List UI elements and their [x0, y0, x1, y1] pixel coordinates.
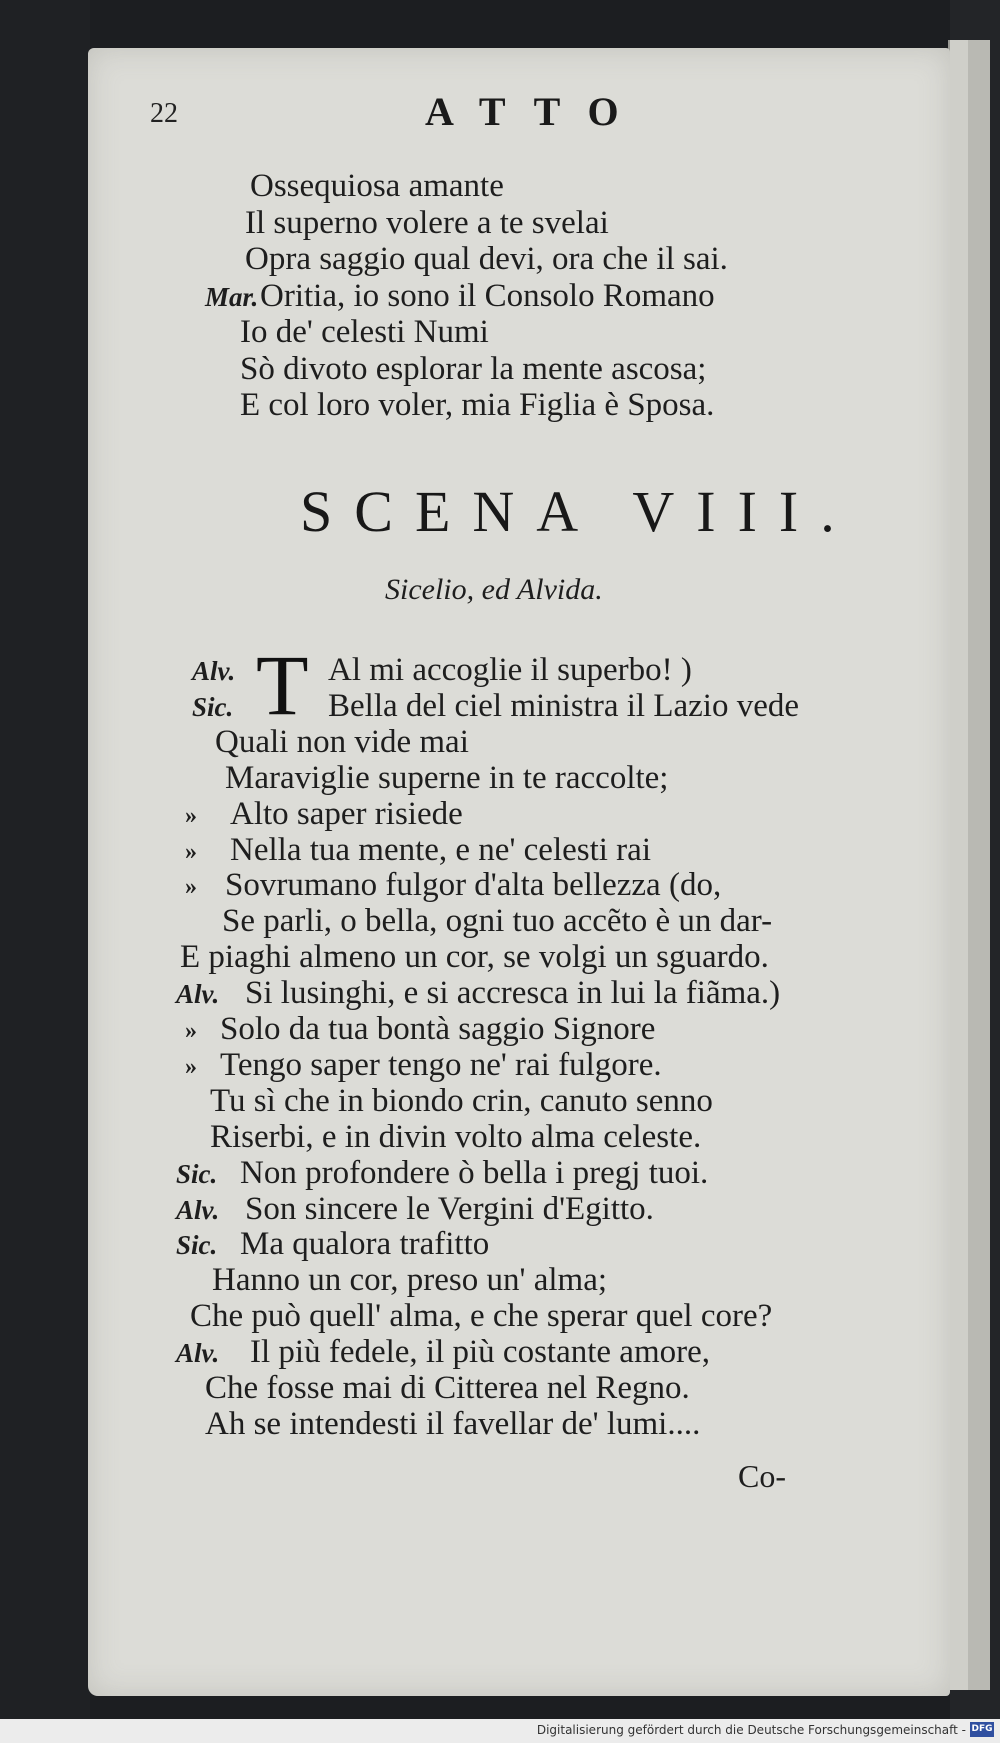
verse-line: Alto saper risiede [230, 795, 463, 832]
drop-cap: T [256, 637, 309, 733]
verse-line: Solo da tua bontà saggio Signore [220, 1011, 656, 1047]
verse-line: Si lusinghi, e si accresca in lui la fiãma.) [245, 975, 781, 1012]
catchword: Co- [738, 1458, 786, 1494]
verse-line: Sovrumano fulgor d'alta bellezza (do, [225, 867, 722, 904]
verse-line: E col loro voler, mia Figlia è Sposa. [240, 387, 715, 423]
verse-line: Opra saggio qual devi, ora che il sai. [245, 241, 728, 277]
speaker-label: Mar. [205, 281, 259, 312]
left-background [0, 0, 90, 1743]
verse-line: E piaghi almeno un cor, se volgi un sguardo. [180, 939, 769, 976]
speaker-label: Alv. [176, 1338, 220, 1369]
verse-line: Nella tua mente, e ne' celesti rai [230, 831, 651, 868]
verse-line: Son sincere le Vergini d'Egitto. [245, 1190, 654, 1227]
speaker-label: Alv. [192, 656, 236, 686]
verse-line: Ossequiosa amante [250, 168, 504, 204]
page-number: 22 [150, 98, 178, 129]
verse-line: Riserbi, e in divin volto alma celeste. [210, 1118, 702, 1155]
book-fore-edge [968, 40, 990, 1690]
running-title: ATTO [425, 89, 647, 134]
quote-mark: » [185, 1018, 197, 1044]
speaker-label: Sic. [192, 691, 234, 722]
verse-line: Che può quell' alma, e che sperar quel core? [190, 1298, 773, 1335]
quote-mark: » [185, 838, 197, 865]
verse-line: Se parli, o bella, ogni tuo accẽto è un dar- [222, 903, 773, 940]
verse-line: Bella del ciel ministra il Lazio vede [328, 687, 799, 724]
dfg-logo: DFG [970, 1722, 994, 1737]
verse-line: Ah se intendesti il favellar de' lumi.... [205, 1405, 701, 1442]
speaker-label: Alv. [176, 979, 220, 1010]
verse-line: Ma qualora trafitto [240, 1226, 490, 1263]
scene-characters: Sicelio, ed Alvida. [385, 573, 603, 606]
quote-mark: » [185, 1053, 197, 1080]
verse-line: Maraviglie superne in te raccolte; [225, 759, 669, 796]
verse-line: Al mi accoglie il superbo! ) [328, 652, 692, 688]
quote-mark: » [185, 802, 197, 829]
footer-credit: Digitalisierung gefördert durch die Deutsche Forschungsgemeinschaft - [536, 1723, 966, 1737]
speaker-label: Sic. [176, 1230, 218, 1261]
verse-line: Che fosse mai di Citterea nel Regno. [205, 1370, 690, 1406]
verse-line: Sò divoto esplorar la mente ascosa; [240, 350, 707, 387]
verse-line: Quali non vide mai [215, 723, 469, 760]
verse-line: Tu sì che in biondo crin, canuto senno [210, 1082, 713, 1119]
verse-line: Il più fedele, il più costante amore, [250, 1334, 711, 1371]
quote-mark: » [185, 874, 197, 901]
scene-title: SCENA VIII. [300, 479, 857, 544]
verse-line: Hanno un cor, preso un' alma; [212, 1262, 608, 1299]
verse-line: Tengo saper tengo ne' rai fulgore. [220, 1046, 662, 1083]
verse-line: Oritia, io sono il Consolo Romano [260, 277, 715, 314]
speaker-label: Sic. [176, 1158, 218, 1189]
verse-line: Io de' celesti Numi [240, 314, 489, 350]
verse-line: Il superno volere a te svelai [245, 204, 609, 241]
verse-line: Non profondere ò bella i pregj tuoi. [240, 1154, 709, 1191]
speaker-label: Alv. [176, 1194, 220, 1225]
